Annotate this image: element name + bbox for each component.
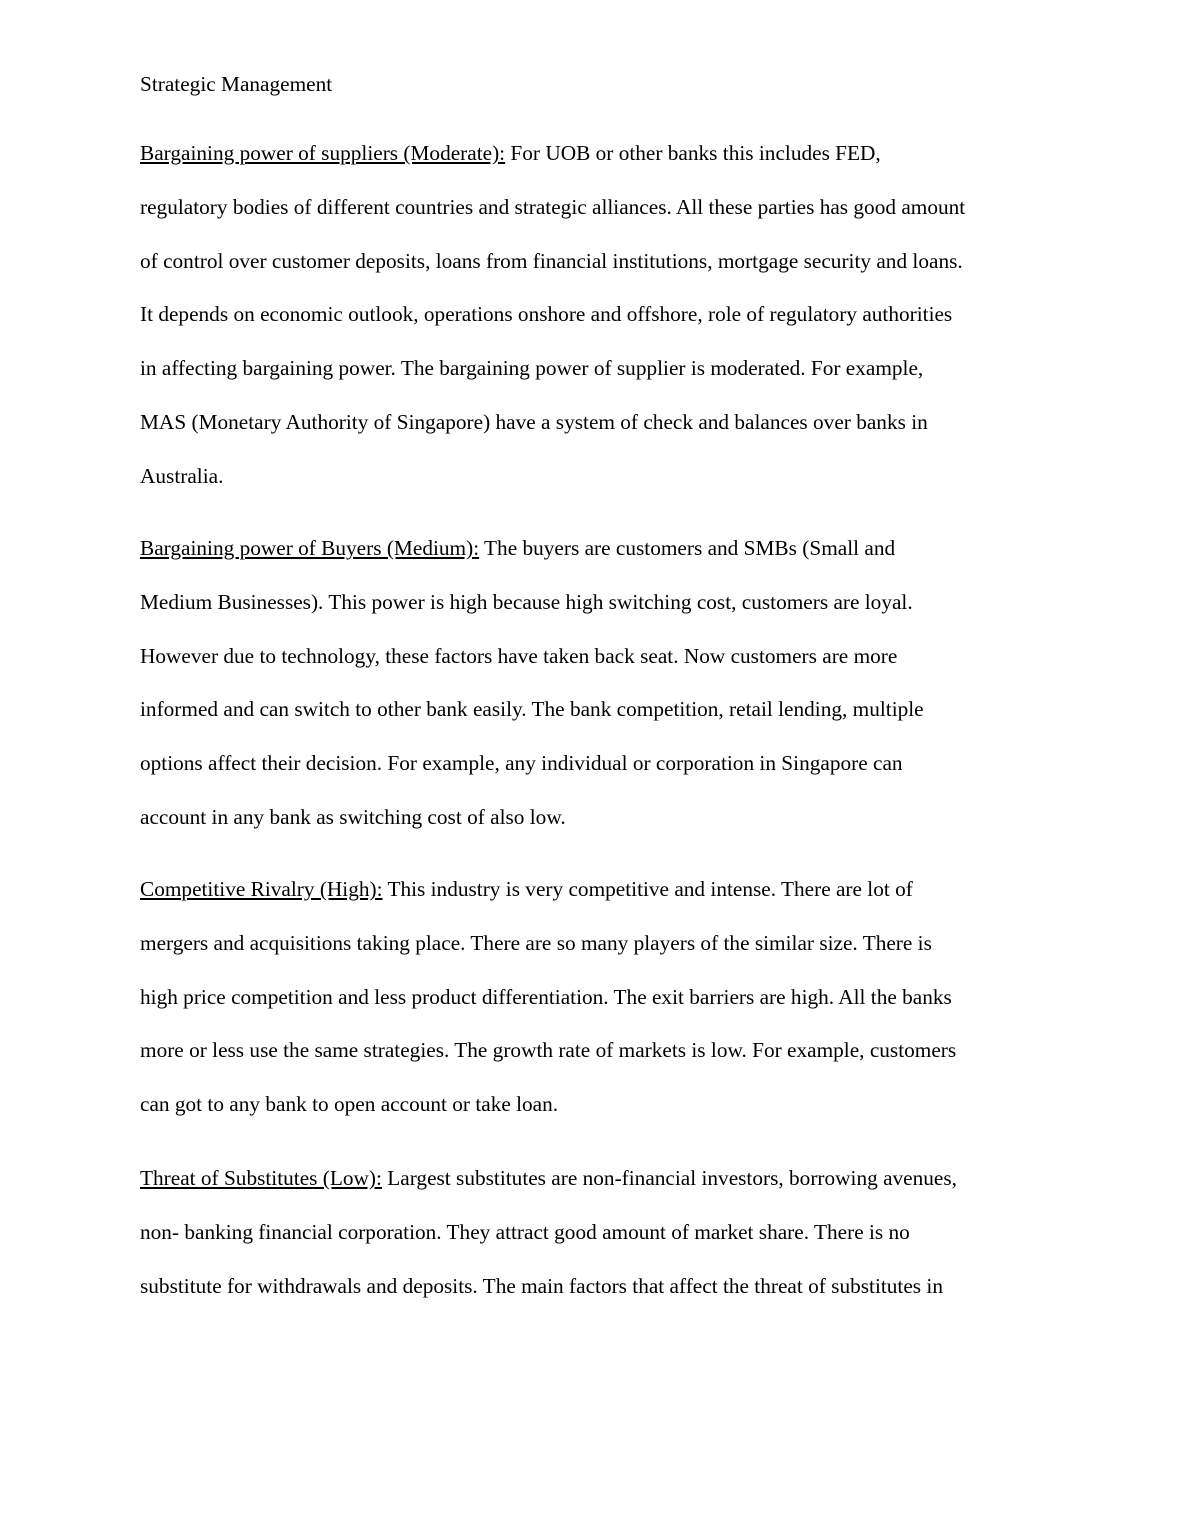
paragraph-line: informed and can switch to other bank easily. The bank competition, retail lending, multiple [140, 697, 924, 722]
paragraph-line: can got to any bank to open account or take loan. [140, 1092, 559, 1117]
line-text: For UOB or other banks this includes FED, [505, 141, 881, 165]
paragraph-line: in affecting bargaining power. The bargaining power of supplier is moderated. For example, [140, 356, 924, 381]
line-text: Largest substitutes are non-financial investors, borrowing avenues, [381, 1166, 957, 1190]
paragraph-line [140, 127, 1060, 181]
section-heading: Bargaining power of Buyers (Medium): [140, 536, 480, 560]
section-heading: Competitive Rivalry (High): [140, 877, 383, 901]
paragraph-line: regulatory bodies of different countries and strategic alliances. All these parties has good amount [140, 194, 966, 219]
section-buyers [140, 522, 1060, 845]
section-heading: Bargaining power of suppliers (Moderate): [140, 141, 506, 165]
paragraph-line: However due to technology, these factors have taken back seat. Now customers are more [140, 643, 898, 668]
section-heading: Threat of Substitutes (Low): [140, 1166, 382, 1190]
paragraph-line: account in any bank as switching cost of also low. [140, 804, 566, 829]
paragraph-line: substitute for withdrawals and deposits. The main factors that affect the threat of substitutes in [140, 1273, 943, 1298]
paragraph-line: MAS (Monetary Authority of Singapore) have a system of check and balances over banks in [140, 409, 928, 434]
paragraph-line [140, 1152, 1060, 1206]
paragraph-line [140, 522, 1060, 576]
paragraph-line: more or less use the same strategies. The growth rate of markets is low. For example, customers [140, 1038, 957, 1063]
section-rivalry [140, 863, 1060, 1132]
paragraph-line [140, 863, 1060, 917]
paragraph-line: non- banking financial corporation. They attract good amount of market share. There is no [140, 1219, 910, 1244]
paragraph-line: of control over customer deposits, loans from financial institutions, mortgage security and loans. [140, 248, 963, 273]
paragraph-line: options affect their decision. For example, any individual or corporation in Singapore can [140, 751, 903, 776]
line-text: This industry is very competitive and intense. There are lot of [382, 877, 913, 901]
paragraph-line: mergers and acquisitions taking place. There are so many players of the similar size. There is [140, 930, 932, 955]
line-text: The buyers are customers and SMBs (Small and [479, 536, 896, 560]
running-head: Strategic Management [140, 72, 333, 96]
paragraph-line: high price competition and less product differentiation. The exit barriers are high. All the banks [140, 984, 952, 1009]
section-substitutes [140, 1152, 1060, 1313]
paragraph-line: It depends on economic outlook, operations onshore and offshore, role of regulatory authorities [140, 302, 953, 327]
paragraph-line: Medium Businesses). This power is high because high switching cost, customers are loyal. [140, 589, 913, 614]
section-suppliers [140, 127, 1060, 504]
paragraph-line: Australia. [140, 463, 224, 488]
